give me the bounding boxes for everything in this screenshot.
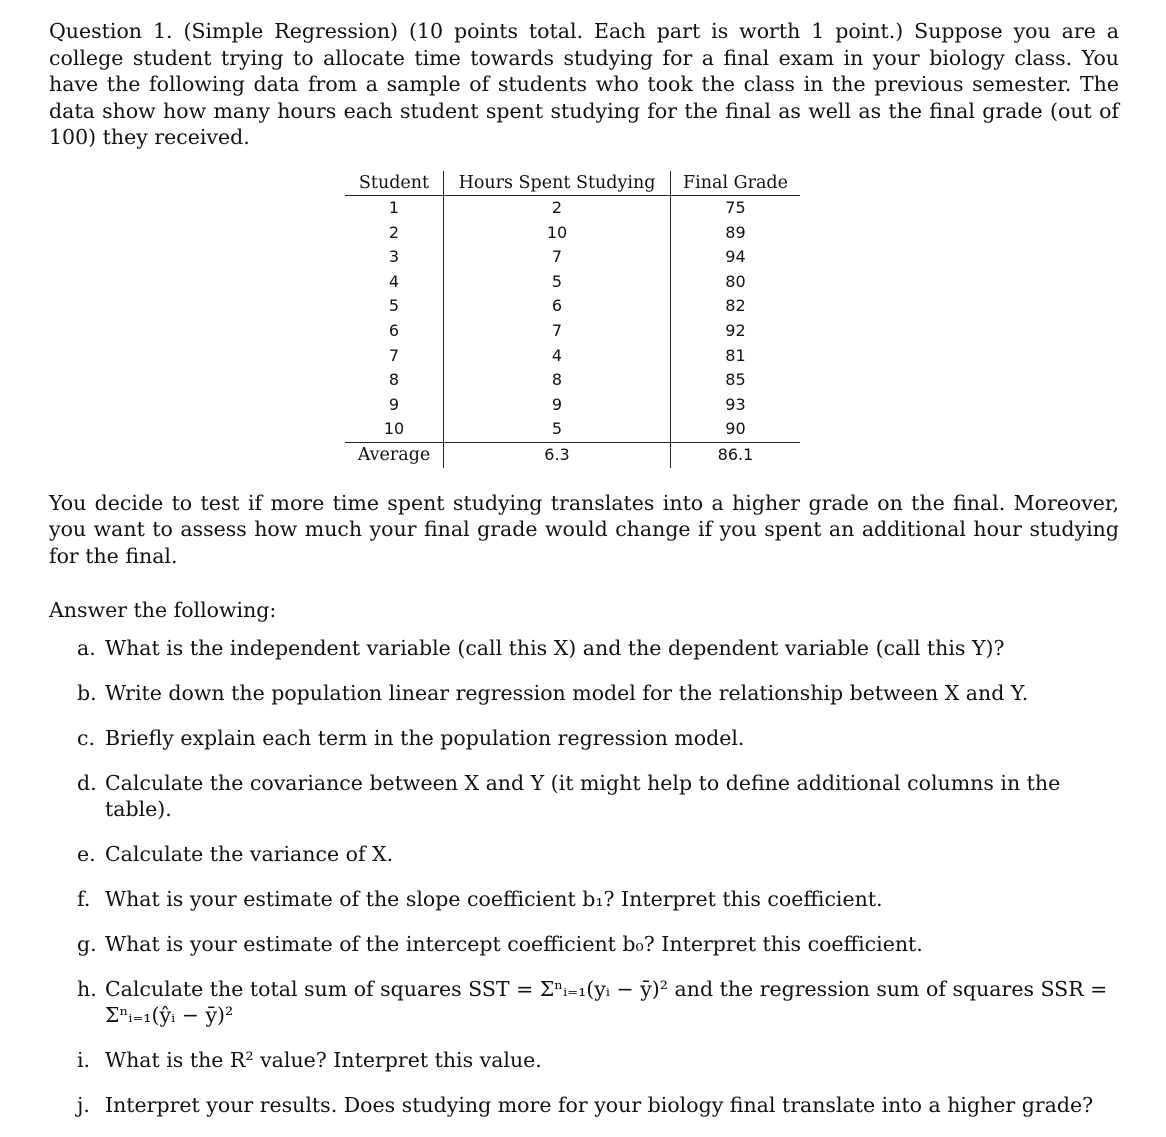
- cell-hours: 10: [444, 221, 671, 246]
- part-text: Calculate the total sum of squares SST = Σⁿᵢ₌₁(yᵢ − ȳ)² and the regression sum of squares SSR = Σⁿᵢ₌₁(ŷᵢ − ȳ)²: [105, 977, 1108, 1028]
- header-hours: Hours Spent Studying: [444, 171, 671, 196]
- part-text: Calculate the covariance between X and Y (it might help to define additional columns in the table).: [105, 771, 1061, 822]
- part-text: Interpret your results. Does studying more for your biology final translate into a higher grade?: [105, 1093, 1094, 1118]
- part-marker: h.: [77, 977, 97, 1002]
- cell-student: 4: [345, 270, 444, 295]
- question-part: [77, 931, 1119, 957]
- cell-grade: 92: [725, 321, 746, 341]
- part-marker: d.: [77, 771, 97, 796]
- cell-hours: 5: [444, 270, 671, 295]
- cell-student: 5: [345, 294, 444, 319]
- cell-hours: 7: [444, 245, 671, 270]
- part-marker: a.: [77, 636, 96, 661]
- data-table: [345, 171, 800, 468]
- data-table-container: [345, 171, 1119, 468]
- part-marker: j.: [77, 1093, 90, 1118]
- answer-intro: Answer the following:: [49, 598, 277, 623]
- cell-hours: 7: [444, 319, 671, 344]
- table-row: [345, 196, 800, 221]
- part-marker: i.: [77, 1048, 91, 1073]
- cell-hours: 2: [444, 196, 671, 221]
- part-text: What is the independent variable (call this X) and the dependent variable (call this Y)?: [105, 636, 1005, 661]
- cell-student: 3: [345, 245, 444, 270]
- question-part: [77, 770, 1119, 822]
- table-body: [345, 196, 800, 468]
- question-parts-list: [77, 635, 1119, 1118]
- part-text: What is the R² value? Interpret this value.: [105, 1048, 542, 1073]
- cell-grade: 94: [725, 247, 746, 267]
- cell-hours: 5: [444, 417, 671, 442]
- table-row: [345, 344, 800, 369]
- question-intro: Question 1. (Simple Regression) (10 points total. Each part is worth 1 point.) Suppose you are a college student trying to allocate time towards studying for a final exam in your biology class. You have the following data from a sample of students who took the class in the previous semester. The data show how many hours each student spent studying for the final as well as the final grade (out of 100) they received.: [49, 19, 1119, 149]
- cell-student: 2: [345, 221, 444, 246]
- cell-grade: 93: [725, 394, 746, 414]
- question-part: [77, 976, 1119, 1028]
- table-row: [345, 245, 800, 270]
- question-part: [77, 1047, 1119, 1073]
- part-marker: b.: [77, 681, 97, 706]
- part-text: What is your estimate of the slope coefficient b₁? Interpret this coefficient.: [105, 887, 883, 912]
- cell-grade: 81: [725, 345, 746, 365]
- average-grade: 86.1: [671, 443, 800, 468]
- cell-grade: 82: [725, 296, 746, 316]
- table-header-row: [345, 171, 800, 196]
- part-marker: g.: [77, 932, 97, 957]
- table-average-row: [345, 443, 800, 468]
- question-part: [77, 635, 1119, 661]
- cell-hours: 8: [444, 368, 671, 393]
- cell-student: 9: [345, 393, 444, 418]
- part-marker: c.: [77, 726, 95, 751]
- question-paragraph-2: You decide to test if more time spent studying translates into a higher grade on the final. Moreover, you want to assess how much your final grade would change if you spent an additional hour studying for the final.: [49, 490, 1119, 568]
- average-hours: 6.3: [444, 443, 671, 468]
- cell-hours: 9: [444, 393, 671, 418]
- header-grade: Final Grade: [671, 171, 800, 196]
- part-text: Calculate the variance of X.: [105, 842, 394, 867]
- cell-grade: 85: [725, 370, 746, 390]
- cell-grade: 75: [725, 198, 746, 218]
- table-row: [345, 319, 800, 344]
- cell-student: 8: [345, 368, 444, 393]
- cell-student: 7: [345, 344, 444, 369]
- part-marker: f.: [77, 887, 91, 912]
- question-part: [77, 886, 1119, 912]
- table-row: [345, 393, 800, 418]
- part-text: Write down the population linear regression model for the relationship between X and Y.: [105, 681, 1029, 706]
- cell-hours: 4: [444, 344, 671, 369]
- cell-student: 6: [345, 319, 444, 344]
- table-row: [345, 417, 800, 442]
- question-part: [77, 841, 1119, 867]
- question-part: [77, 1092, 1119, 1118]
- cell-grade: 89: [725, 222, 746, 242]
- table-row: [345, 270, 800, 295]
- part-text: What is your estimate of the intercept coefficient b₀? Interpret this coefficient.: [105, 932, 923, 957]
- part-text: Briefly explain each term in the population regression model.: [105, 726, 745, 751]
- question-page: [49, 18, 1119, 1137]
- cell-grade: 80: [725, 271, 746, 291]
- average-label: Average: [345, 443, 444, 468]
- cell-hours: 6: [444, 294, 671, 319]
- table-row: [345, 368, 800, 393]
- question-part: [77, 680, 1119, 706]
- cell-grade: 90: [725, 419, 746, 439]
- part-marker: e.: [77, 842, 96, 867]
- header-student: Student: [345, 171, 444, 196]
- table-row: [345, 221, 800, 246]
- table-row: [345, 294, 800, 319]
- cell-student: 10: [345, 417, 444, 442]
- cell-student: 1: [345, 196, 444, 221]
- question-part: [77, 725, 1119, 751]
